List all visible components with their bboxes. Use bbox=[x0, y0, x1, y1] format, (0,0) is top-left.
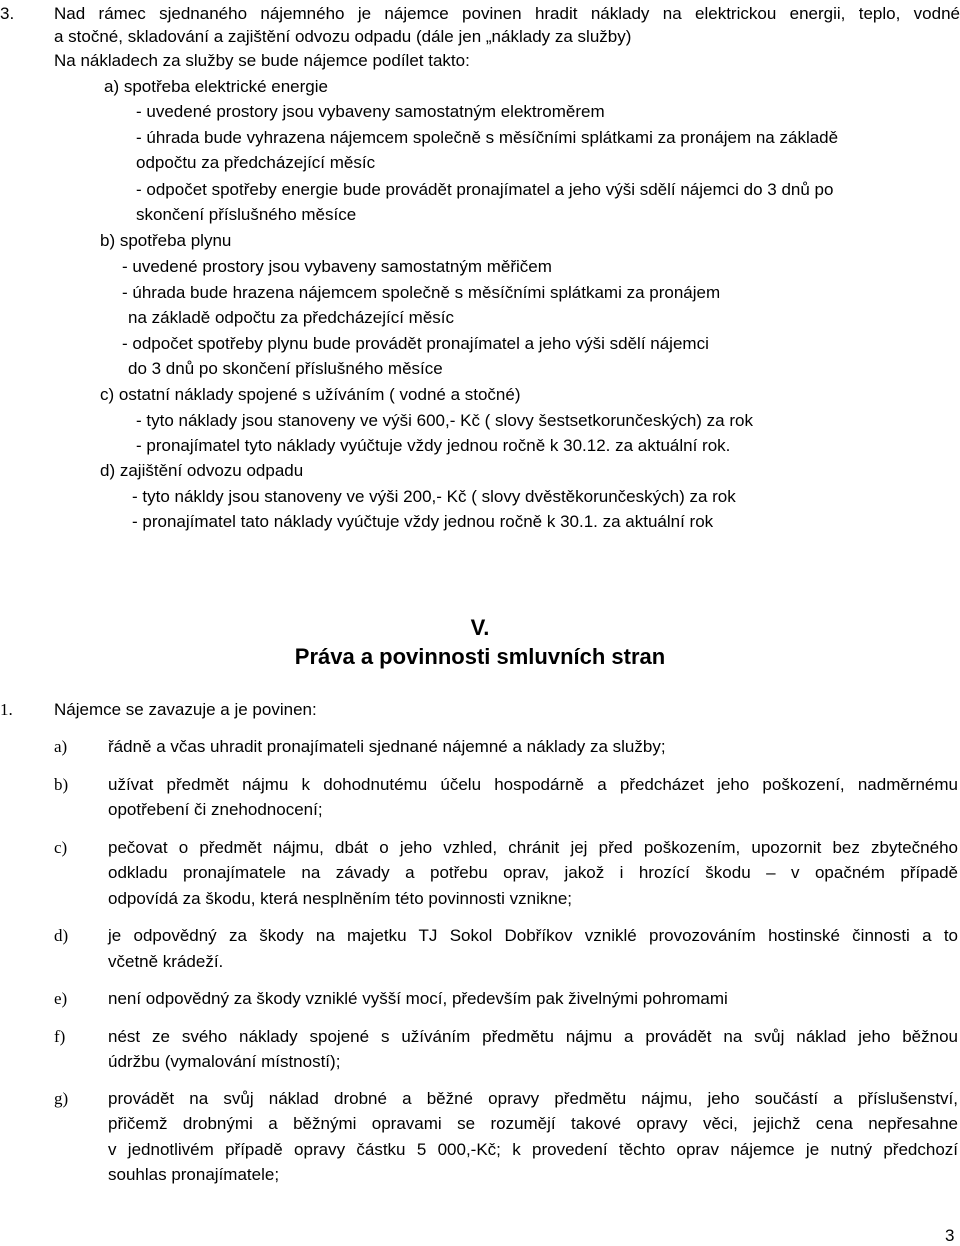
list-item-text-line: opotřebení či znehodnocení; bbox=[108, 800, 323, 819]
item-bullet: - uvedené prostory jsou vybaveny samostatným měřičem bbox=[122, 257, 552, 276]
list-item-text-line: řádně a včas uhradit pronajímateli sjednané nájemné a náklady za služby; bbox=[108, 737, 666, 756]
article-title: Práva a povinnosti smluvních stran bbox=[294, 644, 666, 669]
list-item-text-line: odpovídá za škodu, která nesplněním této povinnosti vznikne; bbox=[108, 889, 573, 908]
list-item-letter: b) bbox=[54, 775, 69, 794]
item-bullet: odpočtu za předcházející měsíc bbox=[136, 153, 376, 172]
item-bullet: - odpočet spotřeby energie bude provádět pronajímatel a jeho výši sdělí nájemci do 3 dnů po bbox=[136, 180, 834, 199]
list-item-letter: d) bbox=[54, 926, 69, 945]
list-item-letter: g) bbox=[54, 1089, 69, 1108]
item-bullet: - tyto náklady jsou stanoveny ve výši 600,- Kč ( slovy šestsetkorunčeských) za rok bbox=[136, 411, 753, 430]
section-number: 3. bbox=[0, 4, 15, 23]
item-heading: c) ostatní náklady spojené s užíváním ( vodné a stočné) bbox=[100, 385, 521, 404]
list-item-text-line: včetně krádeží. bbox=[108, 952, 224, 971]
item-bullet: do 3 dnů po skončení příslušného měsíce bbox=[128, 359, 443, 378]
list-item-letter: f) bbox=[54, 1027, 66, 1046]
list-item-letter: c) bbox=[54, 838, 68, 857]
list-item-text-line: údržbu (vymalování místností); bbox=[108, 1052, 341, 1071]
list-item-text-line: pečovat o předmět nájmu, dbát o jeho vzhled, chránit jej před poškozením, upozornit bez zbytečného bbox=[108, 838, 958, 857]
section-text-line: Na nákladech za služby se bude nájemce podílet takto: bbox=[54, 51, 470, 70]
section-text-line: a stočné, skladování a zajištění odvozu odpadu (dále jen „náklady za služby) bbox=[54, 27, 632, 46]
list-item-text-line: v jednotlivém případě opravy částku 5 000,-Kč; k provedení těchto oprav nájemce je nutný předchozí bbox=[108, 1140, 958, 1159]
item-heading: d) zajištění odvozu odpadu bbox=[100, 461, 304, 480]
list-item-text-line: není odpovědný za škody vzniklé vyšší mocí, především pak živelnými pohromami bbox=[108, 989, 728, 1008]
item-bullet: - odpočet spotřeby plynu bude provádět pronajímatel a jeho výši sdělí nájemci bbox=[122, 334, 709, 353]
list-item-text-line: provádět na svůj náklad drobné a běžné opravy předmětu nájmu, jeho součástí a příslušenství, bbox=[108, 1089, 958, 1108]
list-item-letter: e) bbox=[54, 989, 68, 1008]
item-bullet: skončení příslušného měsíce bbox=[136, 205, 357, 224]
item-bullet: - uvedené prostory jsou vybaveny samostatným elektroměrem bbox=[136, 102, 605, 121]
list-item-text-line: nést ze svého náklady spojené s užíváním předmětu nájmu a provádět na svůj náklad jeho běžnou bbox=[108, 1027, 958, 1046]
point-number: 1. bbox=[0, 700, 13, 719]
item-bullet: - pronajímatel tyto náklady vyúčtuje vždy jednou ročně k 30.12. za aktuální rok. bbox=[136, 436, 731, 455]
list-item-text-line: souhlas pronajímatele; bbox=[108, 1165, 280, 1184]
page-number: 3 bbox=[945, 1226, 955, 1245]
item-bullet: - pronajímatel tato náklady vyúčtuje vždy jednou ročně k 30.1. za aktuální rok bbox=[132, 512, 714, 531]
item-bullet: na základě odpočtu za předcházející měsíc bbox=[128, 308, 455, 327]
list-item-text-line: přičemž drobnými a běžnými opravami se rozumějí takové opravy věci, jejichž cena nepřesahne bbox=[108, 1114, 958, 1133]
item-bullet: - úhrada bude hrazena nájemcem společně s měsíčními splátkami za pronájem bbox=[122, 283, 721, 302]
list-item-text-line: odkladu pronajímatele na závady a potřebu oprav, jakož i hrozící škodu – v opačném případě bbox=[108, 863, 958, 882]
item-heading: b) spotřeba plynu bbox=[100, 231, 232, 250]
item-heading: a) spotřeba elektrické energie bbox=[104, 77, 328, 96]
list-item-text-line: užívat předmět nájmu k dohodnutému účelu hospodárně a předcházet jeho poškození, nadměrnému bbox=[108, 775, 958, 794]
list-item-letter: a) bbox=[54, 737, 68, 756]
section-text-line: Nad rámec sjednaného nájemného je nájemce povinen hradit náklady na elektrickou energii, teplo, vodné bbox=[54, 4, 960, 23]
item-bullet: - tyto nákldy jsou stanoveny ve výši 200,- Kč ( slovy dvěstěkorunčeských) za rok bbox=[132, 487, 736, 506]
article-numeral: V. bbox=[470, 615, 490, 640]
list-item-text-line: je odpovědný za škody na majetku TJ Sokol Dobříkov vzniklé provozováním hostinské činnosti a to bbox=[108, 926, 958, 945]
point-text: Nájemce se zavazuje a je povinen: bbox=[54, 700, 317, 719]
item-bullet: - úhrada bude vyhrazena nájemcem společně s měsíčními splátkami za pronájem na základě bbox=[136, 128, 839, 147]
